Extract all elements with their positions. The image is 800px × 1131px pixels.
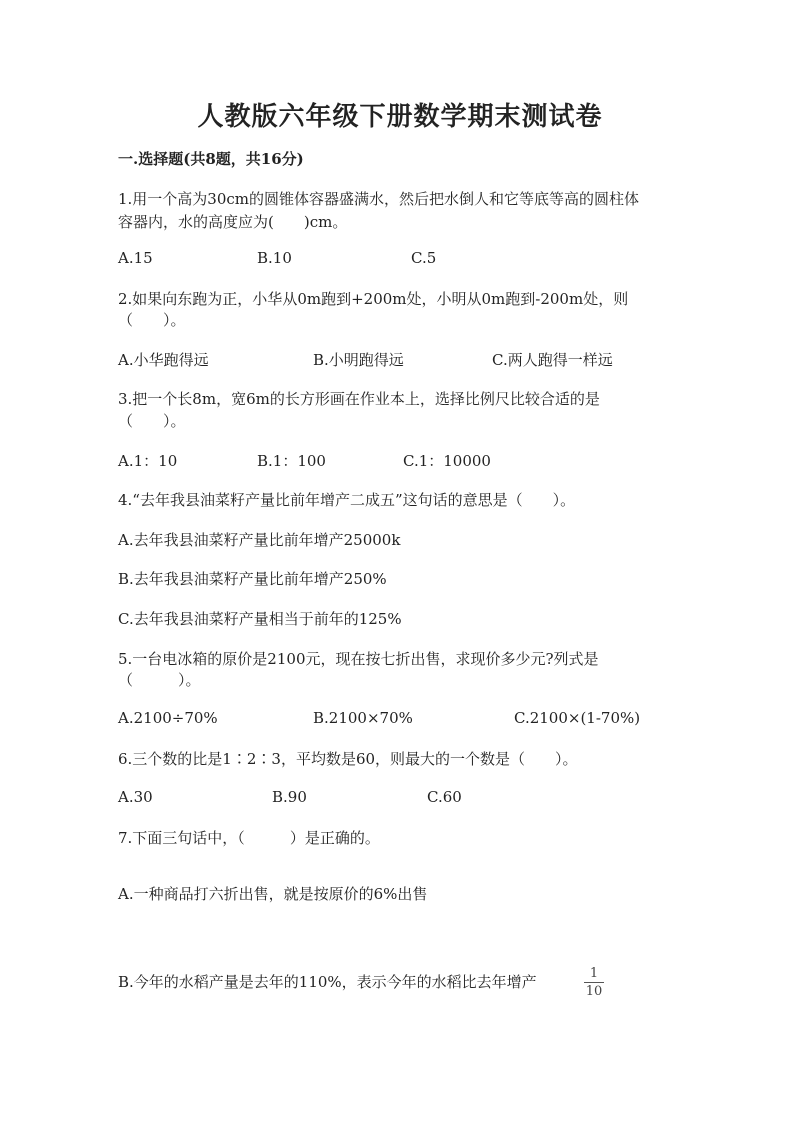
question-5-line-2: （ ）。 [118,671,201,689]
question-2-line-2: （ ）。 [118,311,186,329]
question-2-option-c: C.两人跑得一样远 [492,351,613,369]
question-6-line-1: 6.三个数的比是1∶2∶3，平均数是60，则最大的一个数是（ ）。 [118,750,578,768]
question-6-option-b: B.90 [272,788,307,806]
question-3-option-a: A.1：10 [118,452,178,470]
fraction-numerator: 1 [589,966,599,981]
question-5-option-a: A.2100÷70% [118,709,218,727]
question-1-option-a: A.15 [118,249,153,267]
question-2-line-1: 2.如果向东跑为正，小华从0m跑到+200m处，小明从0m跑到-200m处，则 [118,290,629,308]
question-6-option-c: C.60 [427,788,462,806]
question-5-option-b: B.2100×70% [313,709,413,727]
question-5-line-1: 5.一台电冰箱的原价是2100元，现在按七折出售，求现价多少元?列式是 [118,650,599,668]
question-4-line-1: 4.“去年我县油菜籽产量比前年增产二成五”这句话的意思是（ ）。 [118,491,576,509]
question-2-option-a: A.小华跑得远 [118,351,209,369]
question-1-option-b: B.10 [257,249,292,267]
question-2-option-b: B.小明跑得远 [313,351,404,369]
fraction-one-tenth [584,966,604,999]
fraction-denominator: 10 [585,984,603,999]
question-3-line-1: 3.把一个长8m，宽6m的长方形画在作业本上，选择比例尺比较合适的是 [118,390,600,408]
question-1-line-2: 容器内，水的高度应为( )cm。 [118,213,348,231]
question-3-line-2: （ ）。 [118,412,186,430]
fraction-bar [584,982,604,983]
question-4-option-b: B.去年我县油菜籽产量比前年增产250% [118,570,387,588]
question-7-option-a: A.一种商品打六折出售，就是按原价的6%出售 [118,885,428,903]
question-4-option-a: A.去年我县油菜籽产量比前年增产25000k [118,531,401,549]
question-3-option-c: C.1：10000 [403,452,491,470]
question-1-line-1: 1.用一个高为30cm的圆锥体容器盛满水，然后把水倒人和它等底等高的圆柱体 [118,190,640,208]
question-7-option-b: B.今年的水稻产量是去年的110%，表示今年的水稻比去年增产 [118,973,537,991]
question-6-option-a: A.30 [118,788,153,806]
question-5-option-c: C.2100×(1-70%) [514,709,641,727]
question-4-option-c: C.去年我县油菜籽产量相当于前年的125% [118,610,402,628]
question-3-option-b: B.1：100 [257,452,326,470]
question-1-option-c: C.5 [411,249,437,267]
page-title: 人教版六年级下册数学期末测试卷 [197,102,603,132]
section-heading: 一.选择题(共8题，共16分) [118,150,304,168]
question-7-line-1: 7.下面三句话中，（ ）是正确的。 [118,829,380,847]
